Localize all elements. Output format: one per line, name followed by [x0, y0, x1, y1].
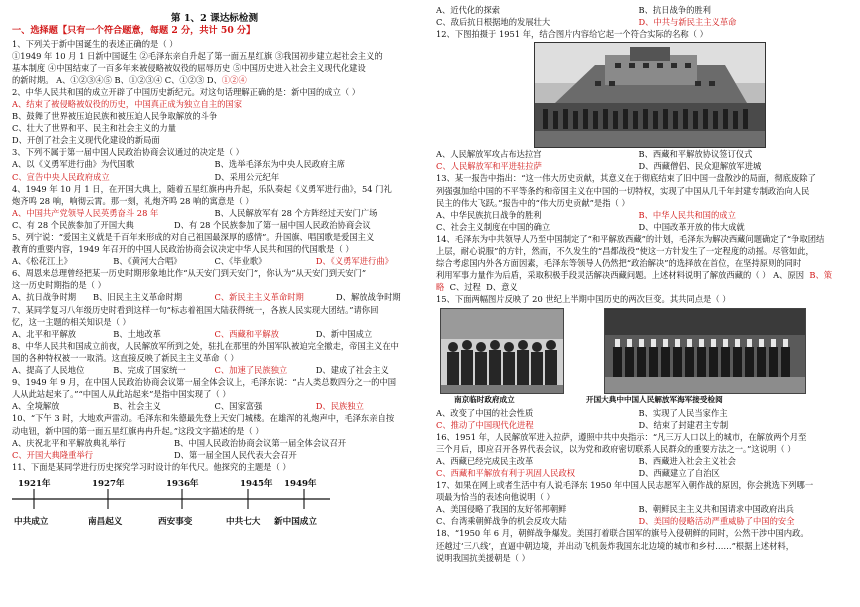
q14-line2: 上层，耐心说服”的方针，然而，不久发生的“昌都战役”使这一方针发生了一定程度的动摇。尽管如此，: [436, 246, 814, 257]
right-column: [436, 0, 841, 607]
q5-option-d: D、《义勇军进行曲》: [315, 256, 393, 267]
timeline-year-1: 1921年: [18, 478, 51, 489]
q6-option-d: D、解放战争时期: [336, 292, 401, 303]
q4-options-row2: [12, 219, 417, 231]
q18-line3: 说明我国抗美援朝是（ ）: [436, 552, 530, 563]
q12-options-row2: [436, 160, 841, 172]
q13-option-a: A、中华民族抗日战争的胜利: [436, 209, 542, 220]
q1-line2: 基本制度 ④中国结束了一百多年来被侵略被奴役的屈辱历史 ⑤中国历史进入社会主义现代化建设: [12, 62, 366, 73]
q12-option-a: A、人民解放军攻占布达拉宫: [436, 149, 542, 160]
q11-option-c: C、敌后抗日根据地的发展壮大: [436, 17, 551, 28]
section-heading: 一、选择题【只有一个符合题意，每题 2 分，共计 50 分】: [12, 25, 256, 36]
timeline-event-5: 新中国成立: [274, 516, 317, 527]
q11-options-row2: [436, 16, 841, 28]
q17-line2: 项最为恰当的表述向他说明（ ）: [436, 492, 555, 503]
q15-option-b: B、实现了人民当家作主: [638, 407, 728, 418]
q10-line1: 10、“下午 3 时，大地欢声雷动。毛泽东和朱德最先登上天安门城楼。在雄浑的礼炮声中，毛泽东亲自按: [12, 413, 395, 424]
q13-options-row2: [436, 221, 841, 233]
q7-options: [12, 328, 417, 340]
q12-options-row1: [436, 148, 841, 160]
q13-line2: 列强强加给中国的不平等条约和帝国主义在中国的一切特权，实现了中国从几千年封建专制政治向人民: [436, 185, 810, 196]
q8-line1: 8、中华人民共和国成立前夜，人民解放军所到之处，驻扎在那里的外国军队被迫完全撤走，帝国主义在中: [12, 340, 399, 351]
q9-option-a: A、全境解放: [12, 401, 60, 412]
q14-line1: 14、毛泽东为中共领导人乃至中国制定了“和平解放西藏”的计划，毛泽东为解决西藏问题确定了“争取团结: [436, 233, 825, 244]
q12-option-d: D、西藏僧侣、民众迎解放军进城: [638, 161, 762, 172]
caption-navy-review: 开国大典中中国人民解放军海军接受检阅: [586, 394, 723, 404]
q4-option-b: B、人民解放军有 28 个方阵经过天安门广场: [214, 207, 378, 218]
q17-option-c: C、台湾乘朝鲜战争的机会反攻大陆: [436, 516, 567, 527]
q15-option-c: C、推动了中国现代化进程: [436, 419, 534, 430]
q6-option-c: C、新民主主义革命时期: [214, 292, 304, 303]
q14-option-d: D、意义: [486, 282, 518, 293]
timeline-year-2: 1927年: [92, 478, 125, 489]
caption-nanjing: 南京临时政府成立: [454, 394, 515, 404]
q3-options-row2: [12, 171, 417, 183]
q9-option-b: B、社会主义: [113, 401, 161, 412]
q3-option-a: A、以《义勇军进行曲》为代国歌: [12, 159, 135, 170]
q17-options-row1: [436, 503, 841, 515]
q2-stem: 2、中华人民共和国的成立开辟了中国历史新纪元。对这句话理解正确的是：新中国的成立（ ）: [12, 86, 361, 97]
q17-line1: 17、如果在网上或者生活中有人说毛泽东 1950 年中国人民志愿军入朝作战的原因，你会挑选下列哪一: [436, 480, 814, 491]
timeline-event-2: 南昌起义: [88, 516, 123, 527]
q13-option-c: C、社会主义制度在中国的确立: [436, 221, 551, 232]
founding-ceremony-navy-image: [605, 309, 805, 393]
q12-option-b: B、西藏和平解放协议签订仪式: [638, 149, 753, 160]
q9-line1: 9、1949 年 9 月，在中国人民政治协商会议第一届全体会议上，毛泽东说：“占人类总数四分之一的中国: [12, 377, 397, 388]
q10-option-d: D、第一届全国人民代表大会召开: [174, 449, 297, 460]
timeline-event-4: 中共七大: [226, 516, 261, 527]
q15-photos: [436, 308, 841, 392]
q2-option-d: D、开创了社会主义现代化建设的新局面: [12, 135, 160, 146]
q8-line2: 国的各种特权被一一取消。这直接反映了新民主主义革命（ ）: [12, 352, 239, 363]
q4-options-row1: [12, 207, 417, 219]
q17-options-row2: [436, 515, 841, 527]
q4-line2: 炮齐鸣 28 响，响彻云霄。那一刻，礼炮齐鸣 28 响的寓意是（ ）: [12, 195, 254, 206]
q16-option-a: A、西藏已经完成民主改革: [436, 455, 534, 466]
q6-option-b: B、旧民主主义革命时期: [93, 292, 183, 303]
q13-option-d: D、中国改革开放的伟大成就: [638, 221, 745, 232]
q5-option-c: C、《毕业歌》: [214, 256, 267, 267]
q14-option-a: A、原因: [773, 270, 805, 281]
q2-option-b: B、鼓舞了世界被压迫民族和被压迫人民争取解放的斗争: [12, 111, 218, 122]
q4-line1: 4、1949 年 10 月 1 日，在开国大典上，随着五星红旗冉冉升起，乐队奏起《义勇军进行曲》，54 门礼: [12, 183, 392, 194]
timeline-year-5: 1949年: [284, 478, 317, 489]
q3-option-b: B、选举毛泽东为中央人民政府主席: [214, 159, 346, 170]
q16-option-b: B、西藏进入社会主义社会: [638, 455, 736, 466]
timeline-event-1: 中共成立: [14, 516, 49, 527]
q9-option-c: C、国家富强: [214, 401, 263, 412]
q7-option-b: B、土地改革: [113, 328, 161, 339]
q15-option-a: A、改变了中国的社会性质: [436, 407, 534, 418]
q4-option-a: A、中国共产党领导人民英勇奋斗 28 年: [12, 207, 159, 218]
q17-option-b: B、朝鲜民主主义共和国请求中国政府出兵: [638, 504, 794, 515]
timeline-event-3: 西安事变: [158, 516, 193, 527]
q9-options: [12, 400, 417, 412]
q18-line1: 18、“1950 年 6 月，朝鲜战争爆发。美国打着联合国军的旗号入侵朝鲜的同时，公然干涉中国内政。: [436, 528, 809, 539]
q5-option-b: B、《黄河大合唱》: [113, 256, 182, 267]
q14-line3: 综合考虑国内外各方面因素，毛泽东等领导人仍然把“政治解决”的选择放在首位，在坚持原则的同时: [436, 258, 802, 269]
q4-option-d: D、有 28 个民族参加了第一届中国人民政治协商会议: [174, 219, 371, 230]
q15-option-d: D、结束了封建君主专制: [638, 419, 729, 430]
q7-option-c: C、西藏和平解放: [214, 328, 279, 339]
q15-captions: [436, 394, 841, 405]
nanjing-government-photo: [440, 308, 564, 394]
q8-option-d: D、建成了社会主义: [315, 365, 389, 376]
q10-option-a: A、庆祝北平和平解放典礼举行: [12, 437, 126, 448]
q3-option-d: D、采用公元纪年: [214, 171, 280, 182]
q3-option-c: C、宣告中央人民政府成立: [12, 171, 110, 182]
q5-line2: 教育的重要内容，1949 年召开的中国人民政治协商会议决定中华人民共和国的代国歌是（ ）: [12, 244, 354, 255]
q15-options-row1: [436, 407, 841, 419]
timeline-year-3: 1936年: [166, 478, 199, 489]
q2-option-c: C、壮大了世界和平、民主和社会主义的力量: [12, 123, 176, 134]
q1-answer: ①②④: [221, 74, 247, 85]
q15-stem: 15、下面两幅图片反映了 20 世纪上半期中国历史的两次巨变。其共同点是（ ）: [436, 294, 731, 305]
q1-stem: 1、下列关于新中国诞生的表述正确的是（ ）: [12, 38, 178, 49]
q4-option-c: C、有 28 个民族参加了开国大典: [12, 219, 134, 230]
q16-options-row1: [436, 455, 841, 467]
q11-option-d: D、中共与新民主主义革命: [638, 17, 737, 28]
q16-option-c: C、西藏和平解放有利于巩固人民政权: [436, 467, 576, 478]
founding-ceremony-navy-photo: [604, 308, 806, 394]
q7-option-a: A、北平和平解放: [12, 328, 77, 339]
q10-line2: 动电钮，新中国的第一面五星红旗冉冉升起。”这段文字描述的是（ ）: [12, 425, 264, 436]
q16-line2: 三个月后，即应召开各界代表会议，以为党和政府密切联系人民群众的重要方法之一。”这说明（ ）: [436, 443, 796, 454]
q17-option-a: A、美国侵略了我国的友好邻邦朝鲜: [436, 504, 567, 515]
q7-option-d: D、新中国成立: [315, 328, 373, 339]
q5-line1: 5、列宁说：“爱国主义就是千百年来形成的对自己祖国最深厚的感情”。升国旗、唱国歌是爱国主义: [12, 232, 375, 242]
q1-line1: ①1949 年 10 月 1 日新中国诞生 ②毛泽东亲自升起了第一面五星红旗 ③我国初步建立起社会主义的: [12, 50, 383, 61]
q11-option-b: B、抗日战争的胜利: [638, 5, 711, 15]
q10-options-row2: [12, 449, 417, 461]
q13-option-b: B、中华人民共和国的成立: [638, 209, 736, 220]
q3-options-row1: [12, 158, 417, 170]
nanjing-government-image: [441, 309, 563, 393]
q6-line1: 6、周恩来总理曾经把某一历史时期形象地比作“从天安门到天安门”，你认为“从天安门到天安门”: [12, 268, 367, 279]
q16-line1: 16、1951 年，人民解放军进入拉萨，遵照中共中央指示：“凡三万人口以上的城市，在解放两个月至: [436, 431, 807, 442]
timeline-year-4: 1945年: [240, 478, 273, 489]
potala-palace-photo: [534, 42, 766, 148]
q1-line3: [12, 74, 417, 86]
q9-line2: 人从此站起来了。”“中国人从此站起来”是指中国实现了（ ）: [12, 389, 231, 400]
q12-option-c: C、人民解放军和平进驻拉萨: [436, 161, 542, 172]
q8-option-a: A、提高了人民地位: [12, 365, 85, 376]
q16-option-d: D、西藏建立了自治区: [638, 467, 720, 478]
potala-palace-image: [535, 43, 765, 147]
q14-option-c: C、过程: [449, 282, 481, 293]
q11-options-row1: [436, 4, 841, 16]
q3-stem: 3、下列不属于第一届中国人民政治协商会议通过的决定是（ ）: [12, 147, 244, 158]
q16-options-row2: [436, 467, 841, 479]
page-title: 第 1、2 课达标检测: [170, 13, 259, 24]
q1-options: 的新时期。 A、①②③④⑤ B、①②③④ C、①②③ D、: [12, 74, 222, 85]
q11-stem: 11、下面是某同学进行历史探究学习时设计的年代尺。他探究的主题是（ ）: [12, 461, 291, 472]
q10-options-row1: [12, 437, 417, 449]
q12-stem: 12、下图拍摄于 1951 年，结合图片内容给它起一个符合实际的名称（ ）: [436, 29, 708, 40]
q10-option-c: C、开国大典隆重举行: [12, 449, 94, 460]
q17-option-d: D、美国的侵略活动严重威胁了中国的安全: [638, 516, 795, 527]
q14-option-b: B、策略: [436, 270, 833, 293]
q6-options: [12, 291, 417, 303]
q8-option-c: C、加速了民族独立: [214, 365, 288, 376]
q13-line1: 13、某一报告中指出：“这一伟大历史贡献，其意义在于彻底结束了旧中国一盘散沙的局面，彻底废除了: [436, 173, 816, 184]
q12-photo-frame: [436, 42, 841, 146]
q9-option-d: D、民族独立: [315, 401, 364, 412]
q8-option-b: B、完成了国家统一: [113, 365, 186, 376]
q13-options-row1: [436, 209, 841, 221]
q14-stem-end: 利用军事力量作为后盾，采取积极手段灵活解决西藏问题。上述材料说明了解放西藏的（ ）: [436, 270, 771, 281]
q15-options-row2: [436, 419, 841, 431]
q5-options: [12, 255, 417, 267]
q13-line3: 民主的伟大飞跃。”报告中的“伟大历史贡献”是指（ ）: [436, 197, 630, 208]
q10-option-b: B、中国人民政治协商会议第一届全体会议召开: [174, 437, 347, 448]
left-column: [12, 0, 417, 607]
q18-line2: 还越过‘三八线’，直逼中朝边境，并出动飞机轰炸我国东北边境的城市和乡村……”根据上述材料，: [436, 540, 794, 551]
q6-option-a: A、抗日战争时期: [12, 292, 77, 303]
q14-line4: [436, 269, 841, 293]
q5-option-a: A、《松花江上》: [12, 256, 72, 267]
q7-line1: 7、某同学复习八年级历史时看到这样一句“标志着祖国大陆获得统一，各族人民实现大团结。”请你回: [12, 304, 379, 315]
q8-options: [12, 364, 417, 376]
q7-line2: 忆，这一主题的相关知识是（ ）: [12, 316, 131, 327]
q2-option-a: A、结束了被侵略被奴役的历史，中国真正成为独立自主的国家: [12, 98, 243, 109]
q11-option-a: A、近代化的探索: [436, 5, 501, 15]
q6-line2: 这一历史时期指的是（ ）: [12, 280, 106, 291]
era-timeline: [12, 475, 417, 539]
